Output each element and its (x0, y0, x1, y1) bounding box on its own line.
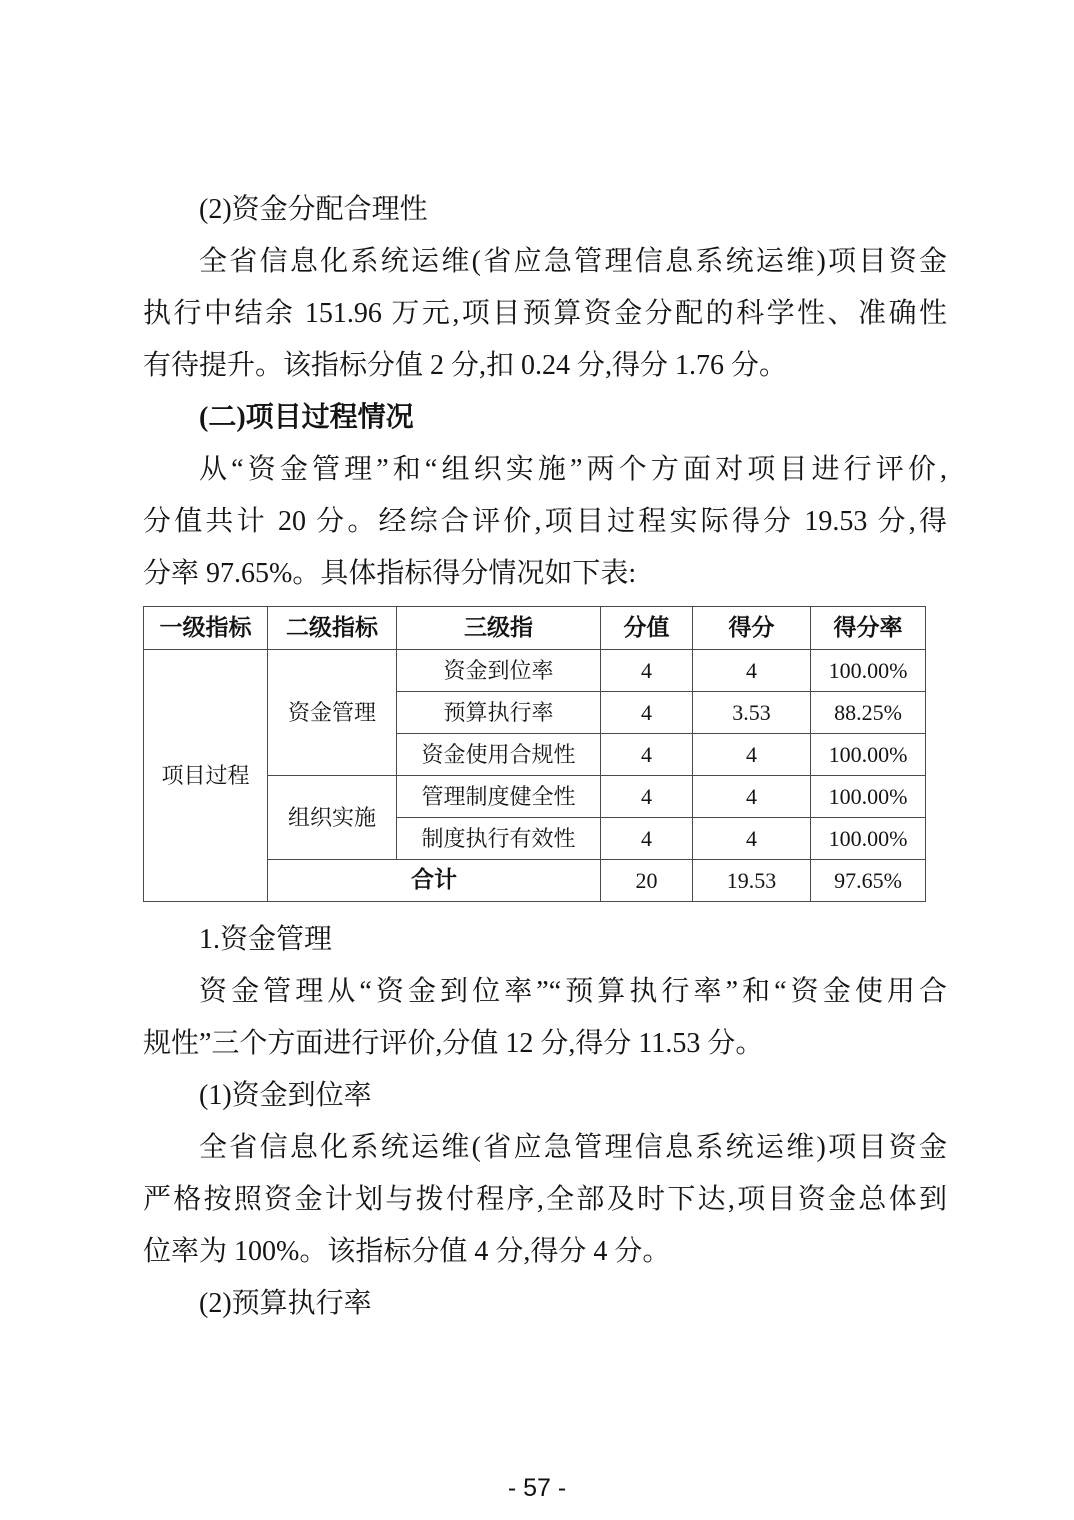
cell-level2-fund-management: 资金管理 (268, 650, 397, 776)
cell-indicator: 资金使用合规性 (397, 734, 601, 776)
subheading-fund-arrival-rate (143, 1070, 947, 1122)
cell-score-value: 4 (601, 650, 693, 692)
cell-score-rate: 100.00% (811, 818, 926, 860)
text-line: (二)项目过程情况 (199, 402, 414, 433)
text-line: 资金管理从“资金到位率”“预算执行率”和“资金使用合 (199, 976, 947, 1007)
cell-indicator: 制度执行有效性 (397, 818, 601, 860)
cell-indicator: 管理制度健全性 (397, 776, 601, 818)
col-header-level1: 一级指标 (144, 607, 268, 650)
paragraph-fund-arrival-body (143, 1122, 947, 1278)
cell-score-value: 4 (601, 692, 693, 734)
cell-score-got: 3.53 (693, 692, 811, 734)
cell-score-rate: 100.00% (811, 650, 926, 692)
document-content (143, 184, 947, 1330)
col-header-score-rate: 得分率 (811, 607, 926, 650)
text-line: 规性”三个方面进行评价,分值 12 分,得分 11.53 分。 (143, 1028, 764, 1059)
text-line: 从“资金管理”和“组织实施”两个方面对项目进行评价, (199, 454, 947, 485)
text-line: 1.资金管理 (199, 924, 333, 955)
page-number: - 57 - (507, 1474, 567, 1502)
cell-score-got: 4 (693, 776, 811, 818)
table-header-row (144, 607, 926, 650)
text-line: 分率 97.65%。具体指标得分情况如下表: (143, 558, 637, 589)
cell-score-got: 4 (693, 650, 811, 692)
text-line: 全省信息化系统运维(省应急管理信息系统运维)项目资金 (199, 246, 947, 277)
cell-total-score-rate: 97.65% (811, 860, 926, 902)
cell-level2-organization: 组织实施 (268, 776, 397, 860)
cell-level1-project-process: 项目过程 (144, 650, 268, 902)
cell-indicator: 预算执行率 (397, 692, 601, 734)
text-line: 分值共计 20 分。经综合评价,项目过程实际得分 19.53 分,得 (143, 506, 947, 537)
text-line: 执行中结余 151.96 万元,项目预算资金分配的科学性、准确性 (143, 298, 947, 329)
cell-total-score-value: 20 (601, 860, 693, 902)
cell-score-value: 4 (601, 776, 693, 818)
col-header-score-value: 分值 (601, 607, 693, 650)
cell-score-rate: 100.00% (811, 776, 926, 818)
text-line: (2)资金分配合理性 (199, 194, 428, 225)
table-row (144, 650, 926, 692)
cell-score-value: 4 (601, 734, 693, 776)
subheading-funding-allocation (143, 184, 947, 236)
indicator-score-table (143, 606, 926, 902)
cell-score-value: 4 (601, 818, 693, 860)
cell-score-got: 4 (693, 818, 811, 860)
cell-indicator: 资金到位率 (397, 650, 601, 692)
text-line: 有待提升。该指标分值 2 分,扣 0.24 分,得分 1.76 分。 (143, 350, 788, 381)
paragraph-fund-management-body (143, 966, 947, 1070)
text-line: 位率为 100%。该指标分值 4 分,得分 4 分。 (143, 1236, 671, 1267)
paragraph-funding-allocation-body (143, 236, 947, 392)
subheading-fund-management (143, 914, 947, 966)
cell-total-score-got: 19.53 (693, 860, 811, 902)
section-heading-project-process (143, 392, 947, 444)
subheading-budget-execution-rate (143, 1278, 947, 1330)
col-header-score-got: 得分 (693, 607, 811, 650)
text-line: 全省信息化系统运维(省应急管理信息系统运维)项目资金 (199, 1132, 947, 1163)
cell-total-label: 合计 (268, 860, 601, 902)
col-header-level2: 二级指标 (268, 607, 397, 650)
text-line: (1)资金到位率 (199, 1080, 372, 1111)
cell-score-rate: 100.00% (811, 734, 926, 776)
text-line: 严格按照资金计划与拨付程序,全部及时下达,项目资金总体到 (143, 1184, 947, 1215)
cell-score-got: 4 (693, 734, 811, 776)
text-line: (2)预算执行率 (199, 1288, 372, 1319)
cell-score-rate: 88.25% (811, 692, 926, 734)
col-header-level3: 三级指 (397, 607, 601, 650)
paragraph-project-process-intro (143, 444, 947, 600)
